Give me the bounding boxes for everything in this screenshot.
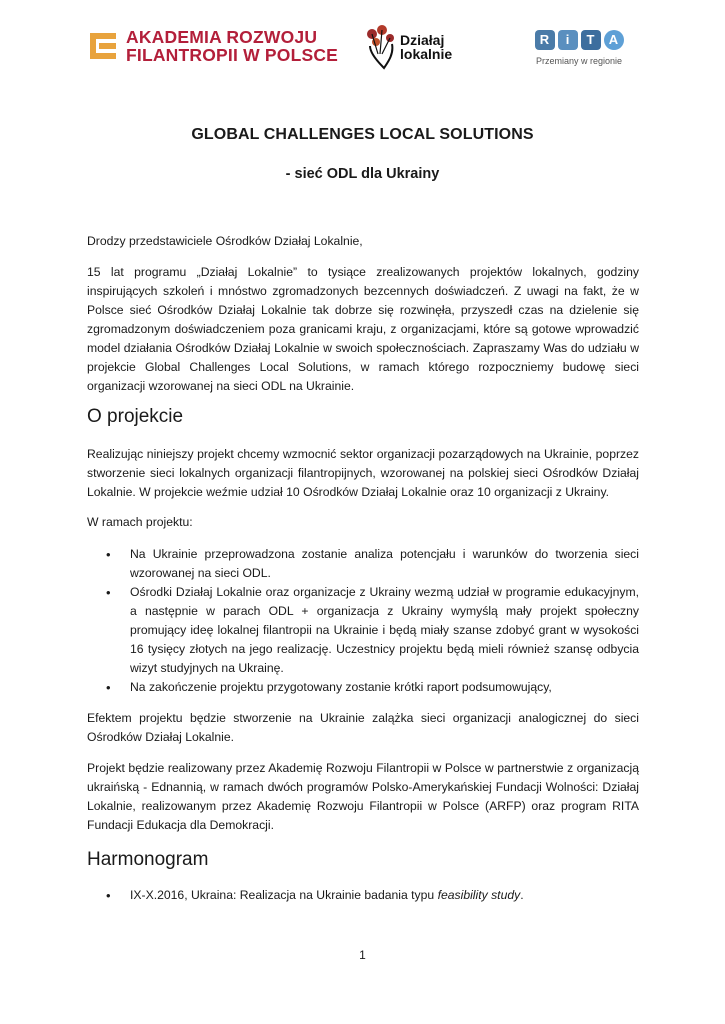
schedule-item-text: IX-X.2016, Ukraina: Realizacja na Ukrainie badania typu — [130, 888, 438, 902]
page-header — [0, 22, 725, 72]
schedule-item-suffix: . — [520, 888, 524, 902]
rita-letter-i: i — [558, 30, 578, 50]
greeting-paragraph: Drodzy przedstawiciele Ośrodków Działaj Lokalnie, — [87, 234, 363, 248]
arfp-logo-line1: AKADEMIA ROZWOJU — [126, 27, 318, 47]
project-paragraph-3: Efektem projektu będzie stworzenie na Ukrainie zalążka sieci organizacji analogicznej do sieci Ośrodków Działaj Lokalnie. — [87, 711, 639, 744]
dzialaj-lokalnie-logo — [362, 24, 452, 70]
list-item — [87, 886, 639, 905]
project-paragraph-2: W ramach projektu: — [87, 515, 193, 529]
arfp-logo-line2: FILANTROPII W POLSCE — [126, 45, 339, 65]
rita-letter-a: A — [604, 30, 624, 50]
schedule-bullet-list — [87, 886, 639, 905]
arfp-logo-mark-icon — [88, 31, 118, 61]
rita-letter-r: R — [535, 30, 555, 50]
section-heading-o-projekcie: O projekcie — [87, 406, 184, 427]
document-title: GLOBAL CHALLENGES LOCAL SOLUTIONS — [191, 126, 534, 143]
rita-logo — [531, 30, 627, 66]
arfp-logo-text — [126, 28, 338, 64]
rita-logo-caption: Przemiany w regionie — [535, 56, 623, 66]
section-heading-harmonogram: Harmonogram — [87, 849, 209, 870]
page-number: 1 — [359, 948, 366, 962]
list-item: • Na zakończenie projektu przygotowany zostanie krótki raport podsumowujący, — [87, 678, 639, 697]
dl-logo-line2: lokalnie — [400, 46, 453, 62]
project-bullet-list — [87, 545, 639, 697]
list-item: • Ośrodki Działaj Lokalnie oraz organizacje z Ukrainy wezmą udział w programie edukacyjnym, a następnie w parach ODL + organizacja z Ukrainy wymyślą mały projekt społeczny promujący ideę lokalnej filantropii na Ukrainie i będą miały szanse zdobyć grant w wysokości 16 tysięcy złotych na jego realizację. Uczestnicy projektu będą mieli również szansę odbycia wizyt studyjnych na Ukrainę. — [87, 583, 639, 678]
document-subtitle: - sieć ODL dla Ukrainy — [285, 166, 440, 182]
dzialaj-lokalnie-text — [400, 33, 452, 61]
project-paragraph-1: Realizując niniejszy projekt chcemy wzmocnić sektor organizacji pozarządowych na Ukrainie, poprzez stworzenie sieci lokalnych organizacji filantropijnych, wzorowanej na polskiej sieci Ośrodków Działaj Lokalnie. W projekcie weźmie udział 10 Ośrodków Działaj Lokalnie oraz 10 organizacji z Ukrainy. — [87, 447, 639, 499]
dl-logo-line1: Działaj — [400, 32, 445, 48]
schedule-item-italic: feasibility study — [437, 888, 521, 902]
rita-logo-letters — [531, 30, 627, 50]
list-item: • Na Ukrainie przeprowadzona zostanie analiza potencjału i warunków do tworzenia sieci wzorowanej na sieci ODL. — [87, 545, 639, 583]
rita-letter-t: T — [581, 30, 601, 50]
arfp-logo — [88, 28, 338, 64]
flower-heart-icon — [362, 24, 398, 70]
project-paragraph-4: Projekt będzie realizowany przez Akademię Rozwoju Filantropii w Polsce w partnerstwie z organizacją ukraińską - Ednannią, w ramach dwóch programów Polsko-Amerykańskiej Fundacji Wolności: Działaj Lokalnie, realizowanym przez Akademię Rozwoju Filantropii w Polsce (ARFP) oraz program RITA Fundacji Edukacja dla Demokracji. — [87, 761, 639, 832]
intro-paragraph: 15 lat programu „Działaj Lokalnie” to tysiące zrealizowanych projektów lokalnych, godziny inspirujących szkoleń i mnóstwo zgromadzonych bezcennych doświadczeń. Z uwagi na fakt, że w Polsce sieć Ośrodków Działaj Lokalnie tak dobrze się rozwinęła, przyszedł czas na dzielenie się zgromadzonym doświadczeniem poza granicami kraju, z organizacjami, które są gotowe wprowadzić model działania Ośrodków Działaj Lokalnie w swoich społecznościach. Zapraszamy Was do udziału w projekcie Global Challenges Local Solutions, w ramach którego rozpoczniemy budowę sieci organizacji wzorowanej na sieci ODL na Ukrainie. — [87, 265, 639, 393]
